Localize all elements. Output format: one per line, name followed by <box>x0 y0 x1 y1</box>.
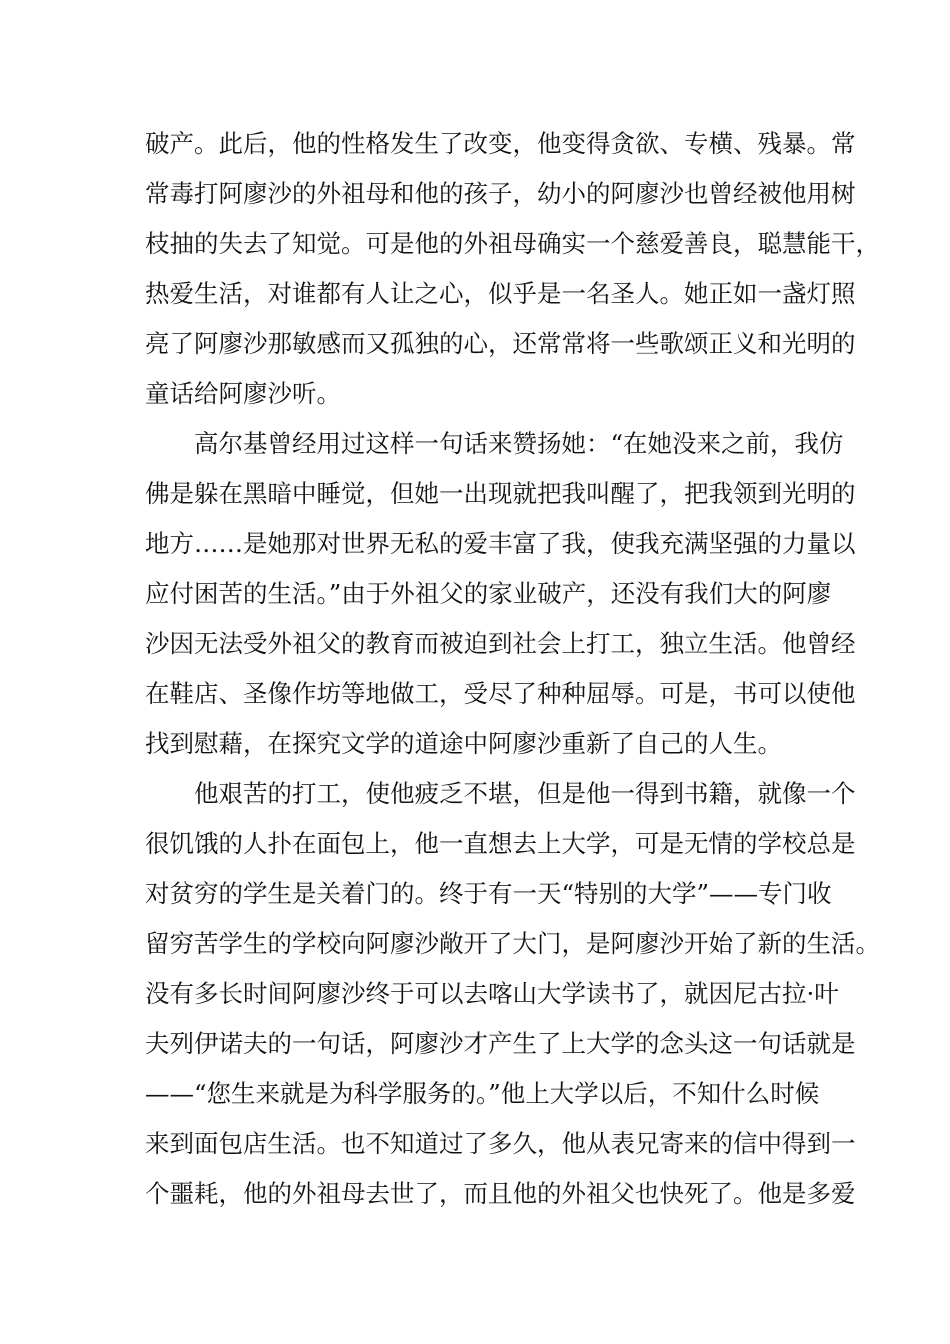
text-line: 佛是躲在黑暗中睡觉，但她一出现就把我叫醒了，把我领到光明的 <box>145 479 856 508</box>
text-line: 对贫穷的学生是关着门的。终于有一天“特别的大学”——专门收 <box>145 879 832 908</box>
text-line: 留穷苦学生的学校向阿廖沙敞开了大门，是阿廖沙开始了新的生活。 <box>145 929 880 958</box>
text-line: 童话给阿廖沙听。 <box>145 379 341 408</box>
text-line: 沙因无法受外祖父的教育而被迫到社会上打工，独立生活。他曾经 <box>145 629 856 658</box>
text-line: 没有多长时间阿廖沙终于可以去喀山大学读书了，就因尼古拉·叶 <box>145 979 839 1008</box>
text-line: ——“您生来就是为科学服务的。”他上大学以后，不知什么时候 <box>145 1079 820 1108</box>
text-line: 找到慰藉，在探究文学的道途中阿廖沙重新了自己的人生。 <box>145 729 782 758</box>
text-line: 应付困苦的生活。”由于外祖父的家业破产，还没有我们大的阿廖 <box>145 579 832 608</box>
text-line: 热爱生活，对谁都有人让之心，似乎是一名圣人。她正如一盏灯照 <box>145 279 856 308</box>
text-line: 来到面包店生活。也不知道过了多久，他从表兄寄来的信中得到一 <box>145 1129 856 1158</box>
paragraph-first-line: 他艰苦的打工，使他疲乏不堪，但是他一得到书籍，就像一个 <box>194 779 856 808</box>
text-line: 个噩耗，他的外祖母去世了，而且他的外祖父也快死了。他是多爱 <box>145 1179 856 1208</box>
text-line: 很饥饿的人扑在面包上，他一直想去上大学，可是无情的学校总是 <box>145 829 856 858</box>
text-line: 在鞋店、圣像作坊等地做工，受尽了种种屈辱。可是，书可以使他 <box>145 679 856 708</box>
text-line: 地方……是她那对世界无私的爱丰富了我，使我充满坚强的力量以 <box>145 529 856 558</box>
text-line: 破产。此后，他的性格发生了改变，他变得贪欲、专横、残暴。常 <box>145 129 856 158</box>
text-line: 常毒打阿廖沙的外祖母和他的孩子，幼小的阿廖沙也曾经被他用树 <box>145 179 856 208</box>
text-line: 夫列伊诺夫的一句话，阿廖沙才产生了上大学的念头这一句话就是 <box>145 1029 856 1058</box>
text-line: 亮了阿廖沙那敏感而又孤独的心，还常常将一些歌颂正义和光明的 <box>145 329 856 358</box>
paragraph-first-line: 高尔基曾经用过这样一句话来赞扬她：“在她没来之前，我仿 <box>194 429 844 458</box>
text-line: 枝抽的失去了知觉。可是他的外祖母确实一个慈爱善良，聪慧能干， <box>145 229 880 258</box>
